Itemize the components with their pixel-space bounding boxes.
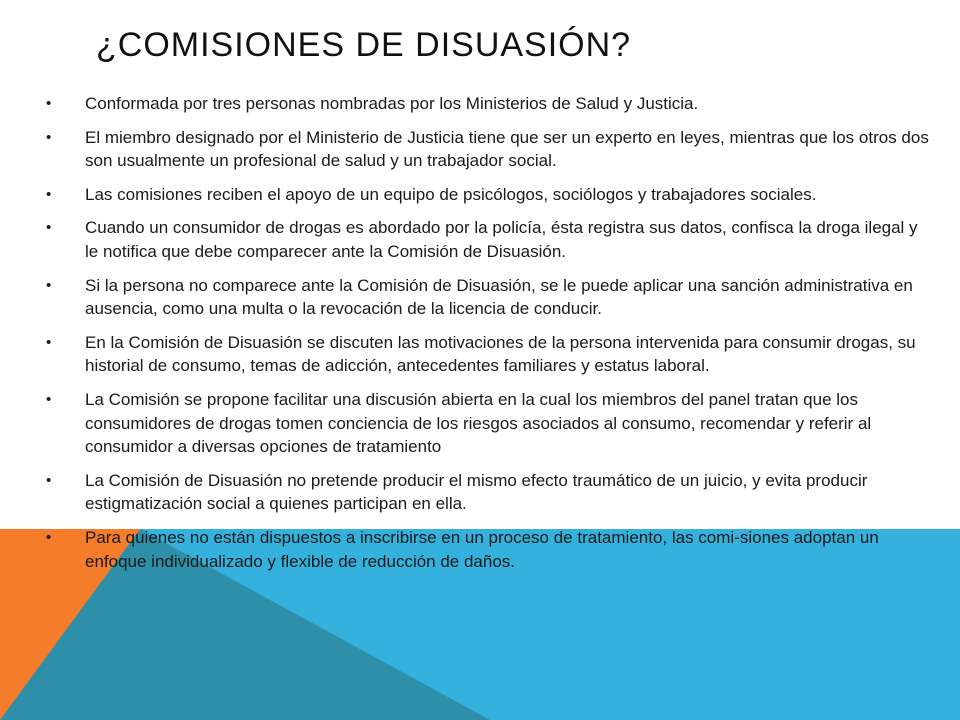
bullet-text: Cuando un consumidor de drogas es abordado por la policía, ésta registra sus datos, confisca la droga ilegal y le notifica que debe comparecer ante la Comisión de Disuasión. bbox=[85, 218, 918, 261]
slide-title: ¿COMISIONES DE DISUASIÓN? bbox=[96, 26, 632, 64]
bullet-marker: • bbox=[46, 528, 52, 546]
list-item bbox=[44, 274, 934, 321]
bullet-list bbox=[44, 92, 934, 583]
bullet-text: Si la persona no comparece ante la Comisión de Disuasión, se le puede aplicar una sanción administrativa en ausencia, como una multa o la revocación de la licencia de conducir. bbox=[85, 275, 913, 319]
bullet-text: La Comisión de Disuasión no pretende producir el mismo efecto traumático de un juicio, y evita producir estigmatización social a quienes participan en ella. bbox=[85, 470, 868, 514]
bullet-text: Para quienes no están dispuestos a inscribirse en un proceso de tratamiento, las comi-siones adoptan un enfoque individualizado y flexible de reducción de daños. bbox=[85, 527, 879, 571]
bullet-marker: • bbox=[46, 95, 52, 112]
bullet-marker: • bbox=[46, 219, 52, 237]
bullet-text: Conformada por tres personas nombradas por los Ministerios de Salud y Justicia. bbox=[85, 94, 699, 113]
list-item bbox=[44, 126, 934, 173]
bullet-text: La Comisión se propone facilitar una discusión abierta en la cual los miembros del panel tratan que los consumidores de drogas tomen conciencia de los riesgos asociados al consumo, recomendar y referir al consumidor a diversas opciones de tratamiento bbox=[85, 389, 872, 457]
bullet-text: En la Comisión de Disuasión se discuten las motivaciones de la persona intervenida para consumir drogas, su historial de consumo, temas de adicción, antecedentes familiares y estatus laboral. bbox=[85, 332, 916, 376]
list-item bbox=[44, 183, 934, 207]
bullet-marker: • bbox=[46, 333, 52, 351]
list-item bbox=[44, 216, 934, 263]
list-item bbox=[44, 388, 934, 459]
bullet-text: El miembro designado por el Ministerio de Justicia tiene que ser un experto en leyes, mientras que los otros dos son usualmente un profesional de salud y un trabajador social. bbox=[85, 127, 929, 171]
bullet-marker: • bbox=[46, 390, 52, 408]
bullet-marker: • bbox=[46, 128, 52, 146]
bullet-marker: • bbox=[46, 185, 52, 203]
bullet-marker: • bbox=[46, 276, 52, 294]
bullet-marker: • bbox=[46, 471, 52, 489]
bullet-text: Las comisiones reciben el apoyo de un equipo de psicólogos, sociólogos y trabajadores sociales. bbox=[85, 184, 817, 204]
list-item bbox=[44, 331, 934, 378]
list-item bbox=[44, 526, 934, 573]
list-item bbox=[44, 92, 934, 116]
list-item bbox=[44, 469, 934, 516]
